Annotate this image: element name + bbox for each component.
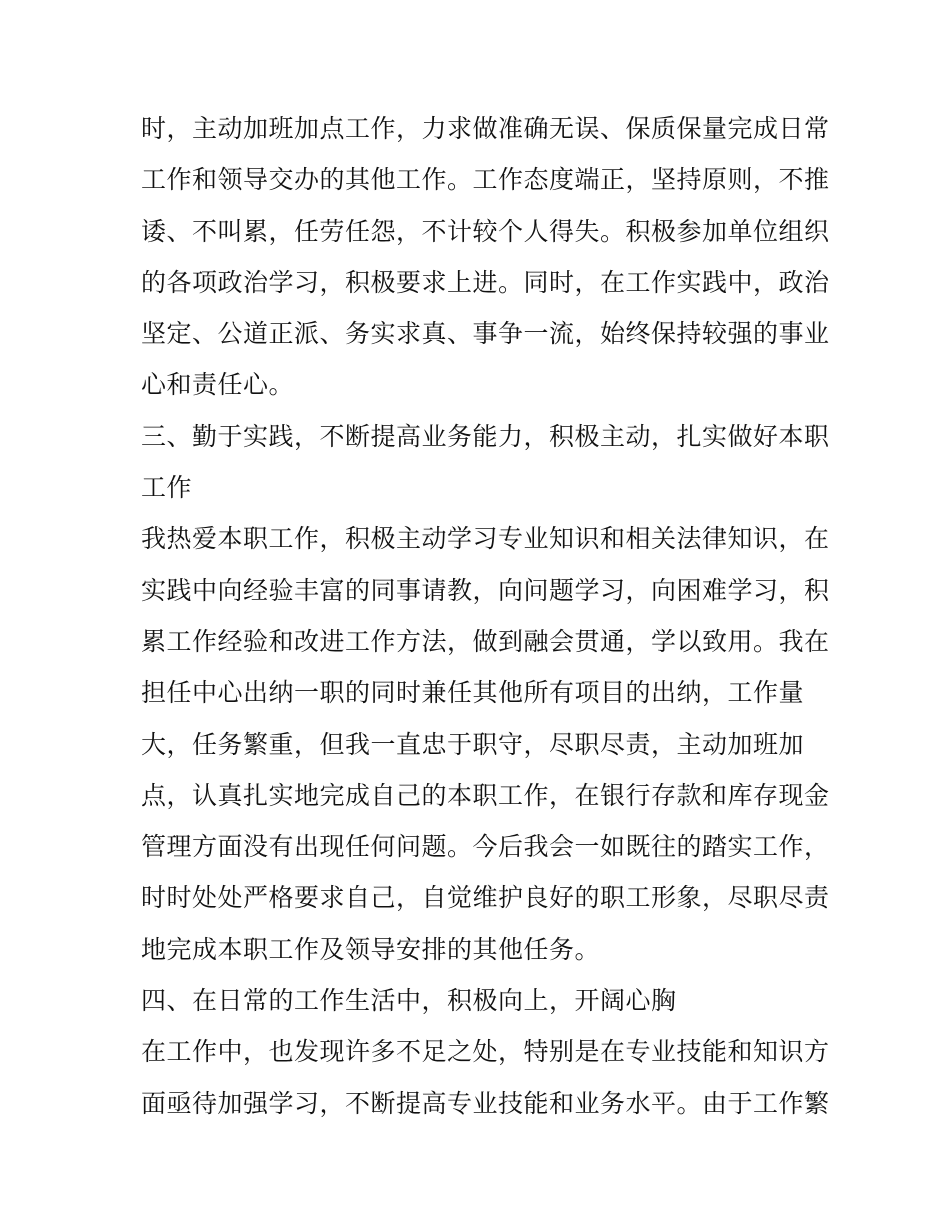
text-line: 管理方面没有出现任何问题。今后我会一如既往的踏实工作， bbox=[141, 832, 830, 862]
text-line: 在工作中，也发现许多不足之处，特别是在专业技能和知识方 bbox=[141, 1037, 830, 1067]
text-line: 坚定、公道正派、务实求真、事争一流，始终保持较强的事业 bbox=[141, 319, 830, 349]
section-heading-4: 四、在日常的工作生活中，积极向上，开阔心胸 bbox=[141, 986, 677, 1016]
text-line: 工作和领导交办的其他工作。工作态度端正，坚持原则，不推 bbox=[141, 165, 830, 195]
text-line: 累工作经验和改进工作方法，做到融会贯通，学以致用。我在 bbox=[141, 626, 830, 656]
text-line: 点，认真扎实地完成自己的本职工作，在银行存款和库存现金 bbox=[141, 780, 830, 810]
text-line: 时，主动加班加点工作，力求做准确无误、保质保量完成日常 bbox=[141, 114, 830, 143]
text-line: 心和责任心。 bbox=[141, 370, 295, 400]
section-heading-3: 三、勤于实践，不断提高业务能力，积极主动，扎实做好本职 bbox=[141, 421, 830, 451]
text-line: 地完成本职工作及领导安排的其他任务。 bbox=[141, 934, 601, 964]
text-line: 我热爱本职工作，积极主动学习专业知识和相关法律知识，在 bbox=[141, 524, 830, 554]
text-line: 面亟待加强学习，不断提高专业技能和业务水平。由于工作繁 bbox=[141, 1088, 830, 1118]
text-line: 的各项政治学习，积极要求上进。同时，在工作实践中，政治 bbox=[141, 267, 830, 297]
text-line: 大，任务繁重，但我一直忠于职守，尽职尽责，主动加班加 bbox=[141, 729, 805, 759]
text-line: 担任中心出纳一职的同时兼任其他所有项目的出纳，工作量 bbox=[141, 678, 805, 708]
section-heading-3-cont: 工作 bbox=[141, 473, 193, 503]
text-line: 诿、不叫累，任劳任怨，不计较个人得失。积极参加单位组织 bbox=[141, 216, 830, 246]
body-text bbox=[141, 103, 830, 1129]
text-line: 实践中向经验丰富的同事请教，向问题学习，向困难学习，积 bbox=[141, 575, 830, 605]
text-line: 时时处处严格要求自己，自觉维护良好的职工形象，尽职尽责 bbox=[141, 883, 830, 913]
